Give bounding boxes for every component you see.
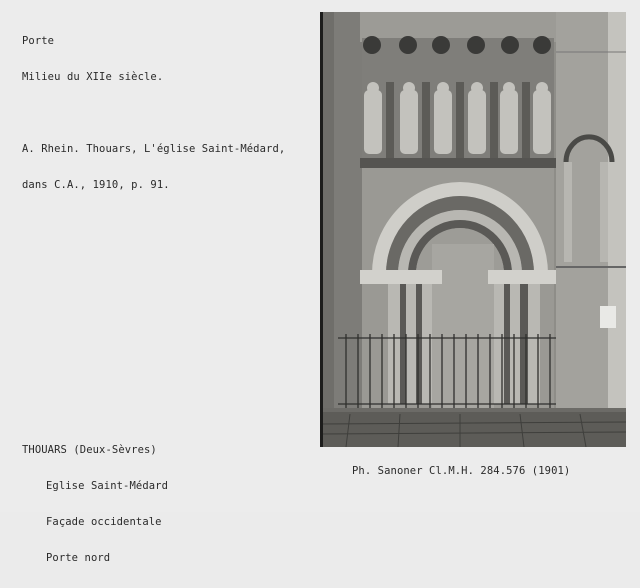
facade-photograph: [320, 12, 626, 447]
photo-credit: Ph. Sanoner Cl.M.H. 284.576 (1901): [352, 465, 571, 477]
catalog-header: [22, 11, 285, 215]
location-block: [22, 420, 168, 588]
building-part: Façade occidentale: [46, 516, 162, 528]
dating: Milieu du XIIe siècle.: [22, 71, 164, 83]
bibliography-line-1: A. Rhein. Thouars, L'église Saint-Médard,: [22, 143, 286, 155]
door-photo-illustration: [320, 12, 626, 447]
bibliography-line-2: dans C.A., 1910, p. 91.: [22, 179, 170, 191]
object-type: Porte: [22, 35, 55, 47]
city: THOUARS (Deux-Sèvres): [22, 444, 157, 456]
element: Porte nord: [46, 552, 111, 564]
building: Eglise Saint-Médard: [46, 480, 169, 492]
